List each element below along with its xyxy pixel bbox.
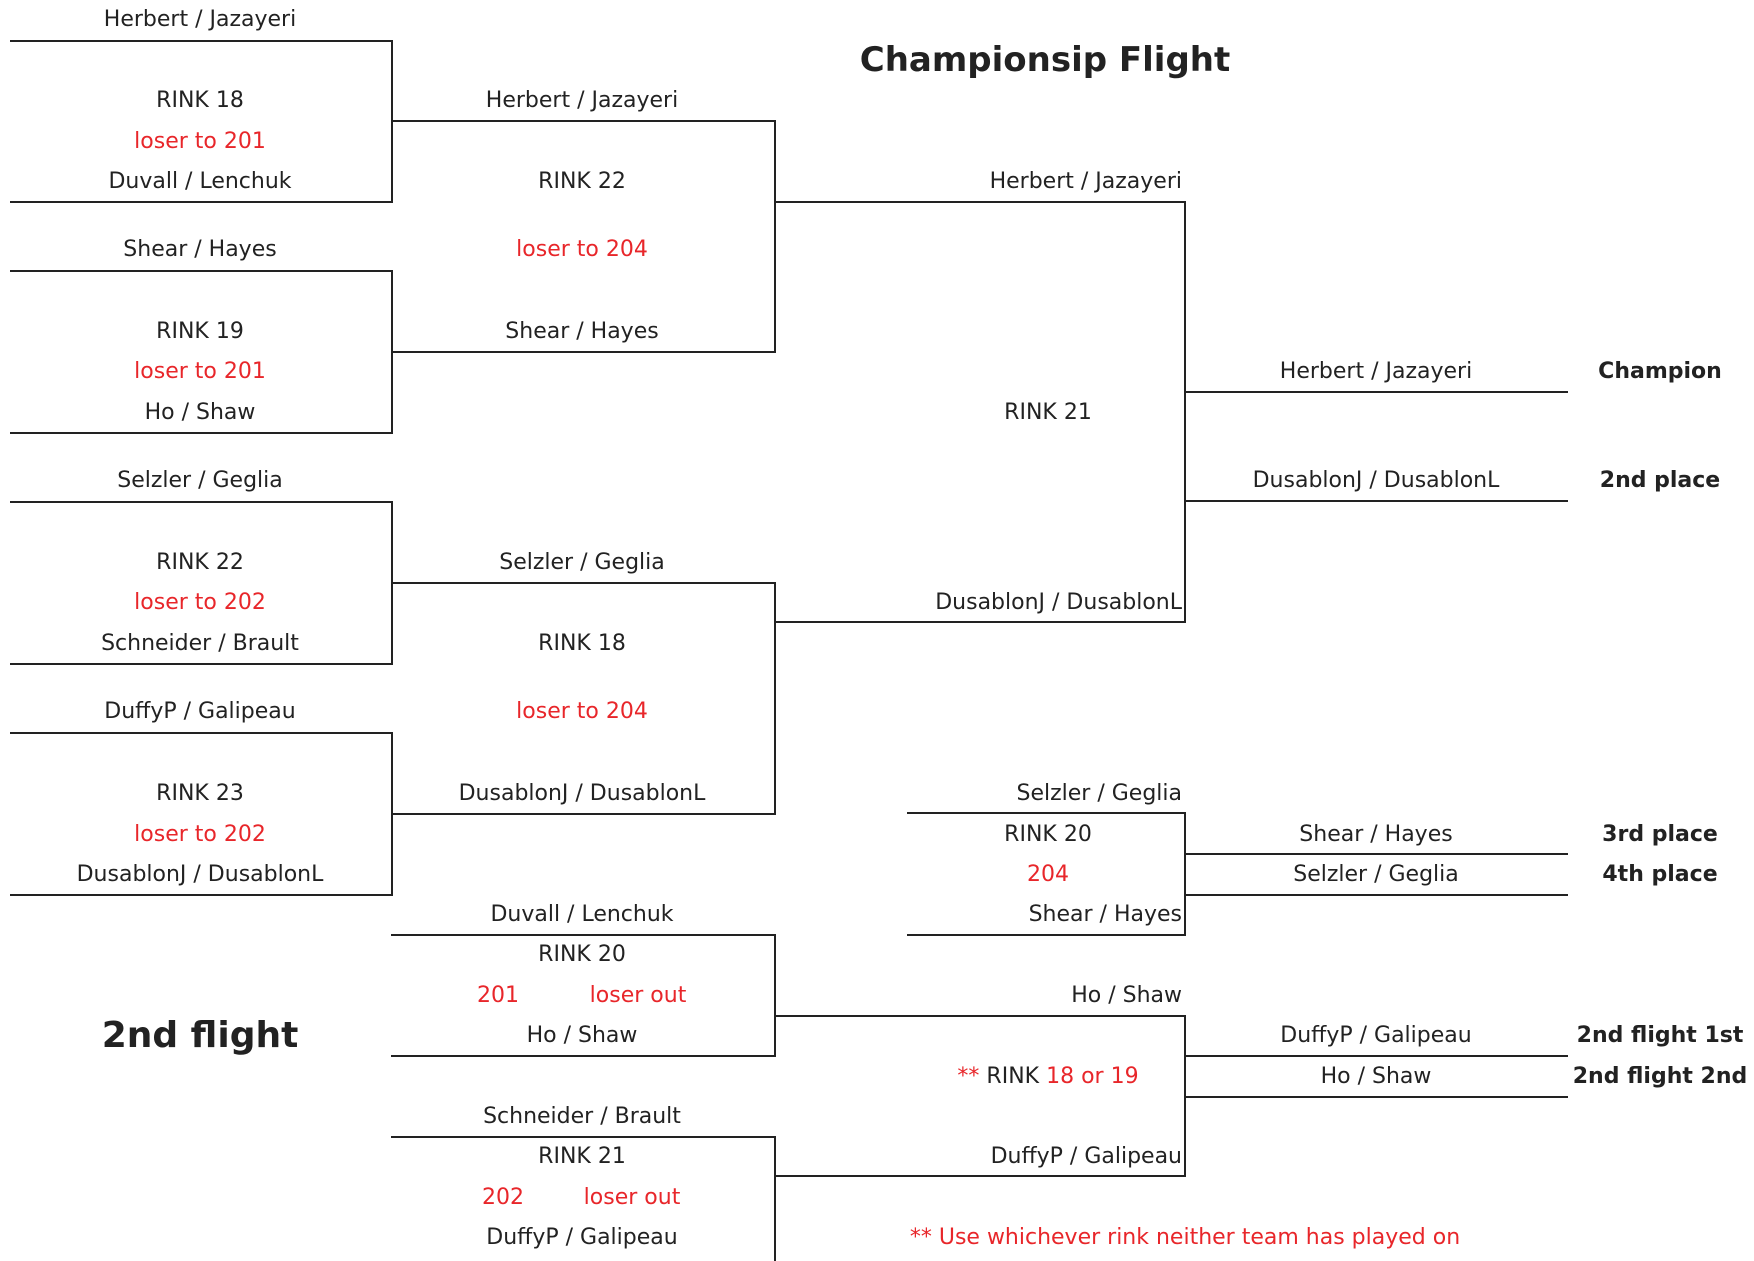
placement-label: 2nd place [1599,468,1721,493]
loser-note: loser to 204 [516,237,648,262]
bracket-line [774,1175,1186,1177]
rink-word: RINK [986,1064,1040,1089]
bracket-line [1184,391,1568,393]
bracket-line [10,40,393,42]
team-name: DusablonJ / DusablonL [458,781,706,806]
bracket-line [1184,201,1186,623]
loser-note: loser to 202 [134,590,266,615]
team-name: Shear / Hayes [1299,822,1453,847]
match-number: 204 [1027,862,1069,887]
bracket-line [10,201,393,203]
match-number: 202 [482,1185,524,1210]
bracket-line [10,663,393,665]
team-name: Selzler / Geglia [1293,862,1459,887]
bracket-line [391,813,776,815]
team-name: Duvall / Lenchuk [490,902,674,927]
bracket-line [391,1055,776,1057]
loser-note: loser to 201 [134,129,266,154]
placement-label: 4th place [1602,862,1718,887]
rink-label: RINK 21 [1004,400,1092,425]
bracket-line [1184,894,1568,896]
match-number: 201 [477,983,519,1008]
bracket-line [391,1136,776,1138]
rink-label: RINK 22 [156,550,244,575]
team-name: DusablonJ / DusablonL [935,590,1182,615]
rink-label: RINK 21 [538,1144,626,1169]
placement-label: 2nd flight 2nd [1572,1064,1748,1089]
loser-note: loser out [583,1185,681,1210]
loser-note: loser to 202 [134,822,266,847]
team-name: Selzler / Geglia [117,468,283,493]
bracket-line [391,582,776,584]
bracket-line [10,501,393,503]
team-name: DuffyP / Galipeau [1280,1023,1472,1048]
bracket-line [907,812,1186,814]
rink-label: RINK 19 [156,319,244,344]
bracket-line [774,934,776,1057]
bracket-line [391,351,776,353]
team-name: DusablonJ / DusablonL [1252,468,1500,493]
bracket-line [10,732,393,734]
team-name: Selzler / Geglia [499,550,665,575]
rink-label [957,1063,1138,1091]
team-name: Schneider / Brault [483,1104,681,1129]
loser-note: loser to 201 [134,359,266,384]
bracket-line [1184,500,1568,502]
bracket-line [774,201,1186,203]
bracket-line [774,582,776,815]
rink-label: RINK 20 [1004,822,1092,847]
team-name: Shear / Hayes [1028,902,1182,927]
bracket-line [10,270,393,272]
rink-label: RINK 18 [538,631,626,656]
loser-note: loser to 204 [516,699,648,724]
bracket-line [391,934,776,936]
team-name: Herbert / Jazayeri [989,169,1182,194]
team-name: DuffyP / Galipeau [486,1225,678,1250]
placement-label: Champion [1598,359,1722,384]
rink-label: RINK 23 [156,781,244,806]
team-name: Herbert / Jazayeri [485,88,679,113]
team-name: Schneider / Brault [101,631,299,656]
bracket-line [1184,853,1568,855]
second-flight-title: 2nd flight [101,1015,299,1056]
rink-label: RINK 20 [538,942,626,967]
bracket-line [10,894,393,896]
bracket-line [774,1015,1186,1017]
team-name: Duvall / Lenchuk [108,169,292,194]
rink-label: RINK 22 [538,169,626,194]
team-name: Shear / Hayes [505,319,659,344]
bracket-line [774,1136,776,1261]
placement-label: 2nd flight 1st [1576,1023,1744,1048]
team-name: Selzler / Geglia [1016,781,1182,806]
bracket-line [10,432,393,434]
bracket-line [1184,812,1186,936]
team-name: DuffyP / Galipeau [104,699,296,724]
team-name: Ho / Shaw [1071,983,1182,1008]
bracket-line [774,621,1186,623]
footnote: ** Use whichever rink neither team has played on [909,1225,1461,1250]
bracket-line [907,934,1186,936]
bracket-line [1184,1055,1568,1057]
team-name: Herbert / Jazayeri [103,7,297,32]
page-title: Championsip Flight [859,40,1231,80]
asterisk-marker: ** [957,1064,987,1089]
team-name: Ho / Shaw [1320,1064,1432,1089]
rink-options: 18 or 19 [1039,1064,1139,1089]
team-name: Shear / Hayes [123,237,277,262]
bracket-line [1184,1096,1568,1098]
team-name: DuffyP / Galipeau [990,1144,1182,1169]
team-name: DusablonJ / DusablonL [76,862,324,887]
team-name: Ho / Shaw [526,1023,638,1048]
team-name: Herbert / Jazayeri [1279,359,1473,384]
team-name: Ho / Shaw [144,400,256,425]
loser-note: loser out [589,983,687,1008]
placement-label: 3rd place [1602,822,1718,847]
bracket-line [774,120,776,353]
rink-label: RINK 18 [156,88,244,113]
bracket-line [391,120,776,122]
